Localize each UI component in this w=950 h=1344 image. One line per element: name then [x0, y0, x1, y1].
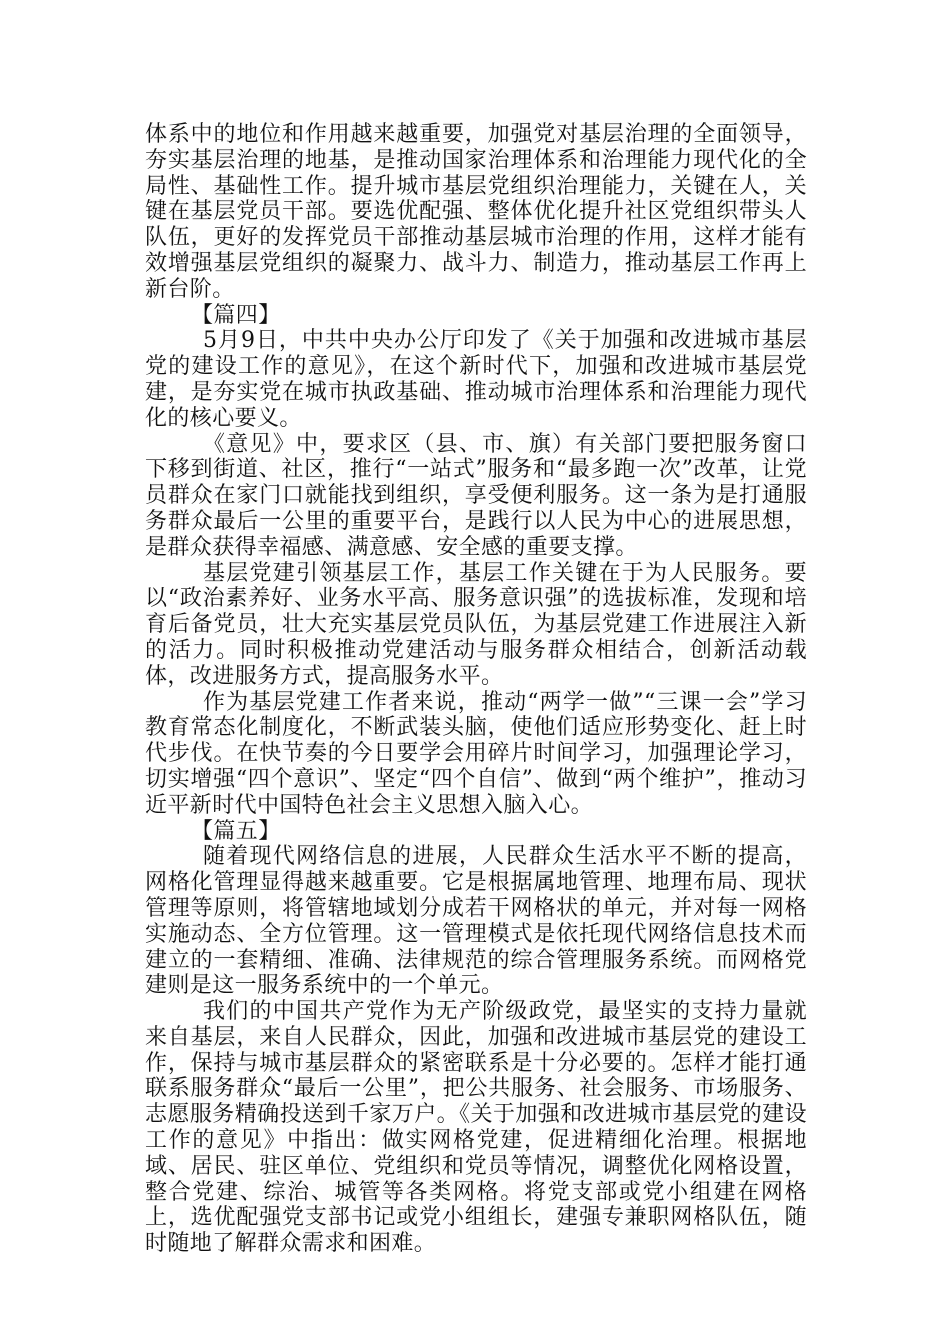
section-five-heading: 【篇五】	[191, 818, 281, 844]
section-four-paragraph-4: 作为基层党建工作者来说，推动“两学一做”“三课一会”学习教育常态化制度化，不断武装头脑，使他们适应形势变化、赶上时代步伐。在快节奏的今日要学会用碎片时间学习，加强理论学习，切实增强“四个意识”、坚定“四个自信”、做到“两个维护”，推动习近平新时代中国特色社会主义思想入脑入心。	[145, 689, 807, 818]
section-five-paragraph-2: 我们的中国共产党作为无产阶级政党，最坚实的支持力量就来自基层，来自人民群众，因此，加强和改进城市基层党的建设工作，保持与城市基层群众的紧密联系是十分必要的。怎样才能打通联系服务群众“最后一公里”，把公共服务、社会服务、市场服务、志愿服务精确投送到千家万户。《关于加强和改进城市基层党的建设工作的意见》中指出：做实网格党建，促进精细化治理。根据地域、居民、驻区单位、党组织和党员等情况，调整优化网格设置，整合党建、综治、城管等各类网格。将党支部或党小组建在网格上，选优配强党支部书记或党小组组长，建强专兼职网格队伍，随时随地了解群众需求和困难。	[145, 999, 807, 1257]
intro-paragraph: 体系中的地位和作用越来越重要，加强党对基层治理的全面领导，夯实基层治理的地基，是推动国家治理体系和治理能力现代化的全局性、基础性工作。提升城市基层党组织治理能力，关键在人，关键在基层党员干部。要选优配强、整体优化提升社区党组织带头人队伍，更好的发挥党员干部推动基层城市治理的作用，这样才能有效增强基层党组织的凝聚力、战斗力、制造力，推动基层工作再上新台阶。	[145, 122, 807, 302]
section-four-paragraph-2: 《意见》中，要求区（县、市、旗）有关部门要把服务窗口下移到街道、社区，推行“一站式”服务和“最多跑一次”改革，让党员群众在家门口就能找到组织，享受便利服务。这一条为是打通服务群众最后一公里的重要平台，是践行以人民为中心的进展思想，是群众获得幸福感、满意感、安全感的重要支撑。	[145, 431, 807, 560]
section-four-paragraph-3: 基层党建引领基层工作，基层工作关键在于为人民服务。要以“政治素养好、业务水平高、服务意识强”的选拔标准，发现和培育后备党员，壮大充实基层党员队伍，为基层党建工作进展注入新的活力。同时积极推动党建活动与服务群众相结合，创新活动载体，改进服务方式，提高服务水平。	[145, 560, 807, 689]
document-page	[145, 122, 807, 1257]
section-four-heading: 【篇四】	[191, 302, 281, 328]
section-four-paragraph-1: 5月9日，中共中央办公厅印发了《关于加强和改进城市基层党的建设工作的意见》，在这个新时代下，加强和改进城市基层党建，是夯实党在城市执政基础、推动城市治理体系和治理能力现代化的核心要义。	[145, 328, 807, 431]
section-five-paragraph-1: 随着现代网络信息的进展，人民群众生活水平不断的提高，网格化管理显得越来越重要。它是根据属地管理、地理布局、现状管理等原则，将管辖地域划分成若干网格状的单元，并对每一网格实施动态、全方位管理。这一管理模式是依托现代网络信息技术而建立的一套精细、准确、法律规范的综合管理服务系统。而网格党建则是这一服务系统中的一个单元。	[145, 844, 807, 999]
